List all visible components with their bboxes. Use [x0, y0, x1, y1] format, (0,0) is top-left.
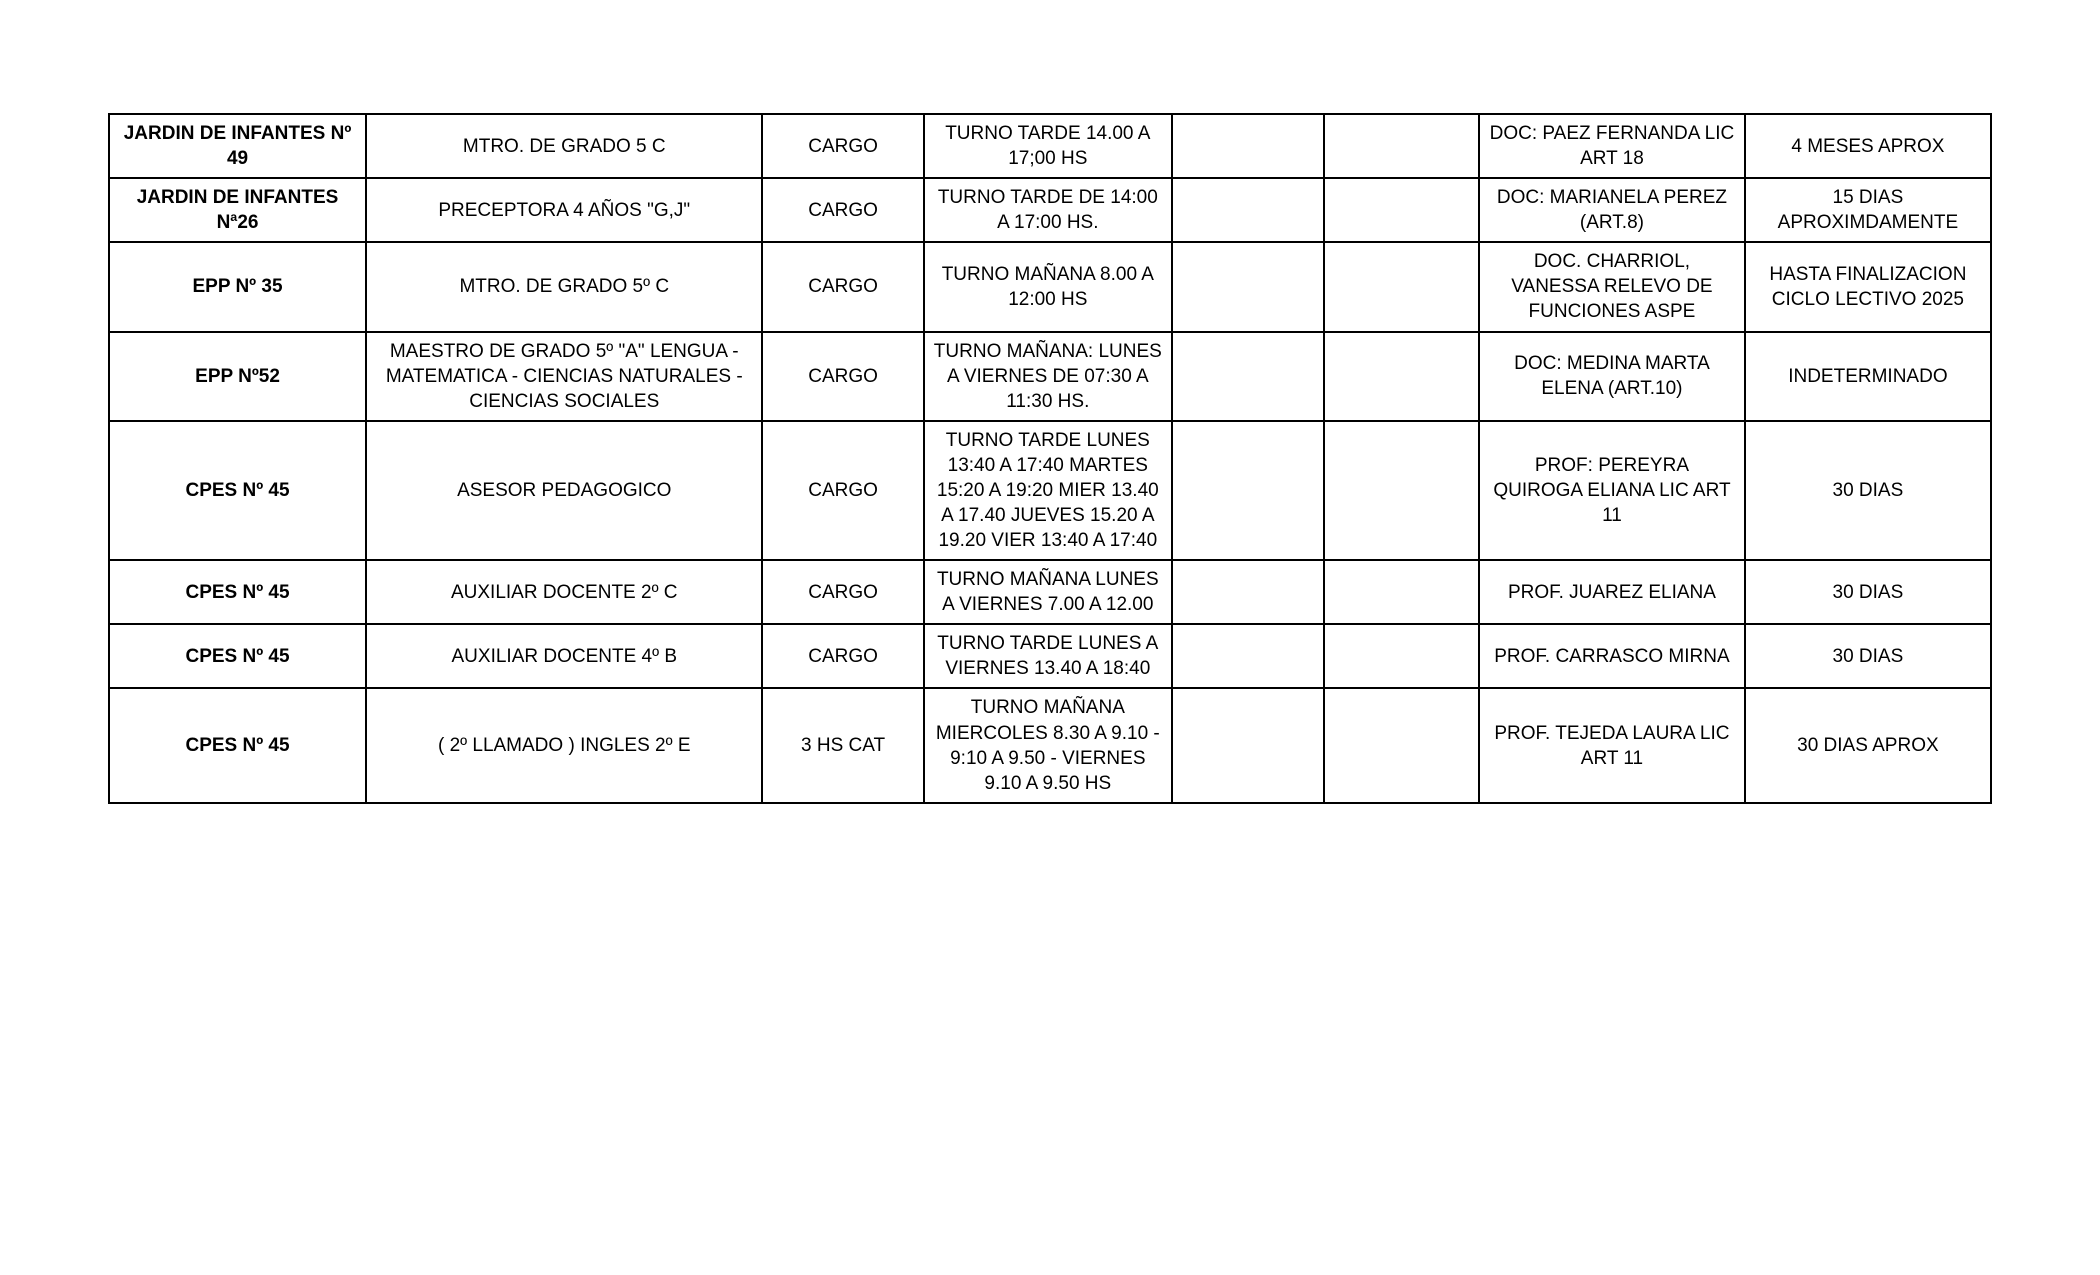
cell-school: CPES Nº 45	[109, 421, 366, 560]
table-row	[109, 688, 1991, 802]
cell-teacher: PROF: PEREYRA QUIROGA ELIANA LIC ART 11	[1479, 421, 1745, 560]
cell-blank-2	[1324, 421, 1479, 560]
cell-schedule: TURNO TARDE LUNES A VIERNES 13.40 A 18:40	[924, 624, 1172, 688]
cell-blank-1	[1172, 624, 1324, 688]
cell-teacher: DOC: MEDINA MARTA ELENA (ART.10)	[1479, 332, 1745, 421]
cell-blank-1	[1172, 688, 1324, 802]
cell-type: CARGO	[762, 242, 923, 331]
cell-blank-1	[1172, 332, 1324, 421]
cell-duration: HASTA FINALIZACION CICLO LECTIVO 2025	[1745, 242, 1991, 331]
cell-school: EPP Nº52	[109, 332, 366, 421]
cell-blank-1	[1172, 421, 1324, 560]
vacancy-table-container	[108, 113, 1992, 804]
cell-duration: INDETERMINADO	[1745, 332, 1991, 421]
cell-blank-2	[1324, 242, 1479, 331]
cell-teacher: PROF. TEJEDA LAURA LIC ART 11	[1479, 688, 1745, 802]
cell-blank-2	[1324, 332, 1479, 421]
cell-type: CARGO	[762, 178, 923, 242]
table-row	[109, 242, 1991, 331]
cell-duration: 30 DIAS APROX	[1745, 688, 1991, 802]
cell-blank-2	[1324, 688, 1479, 802]
cell-blank-2	[1324, 114, 1479, 178]
cell-blank-1	[1172, 114, 1324, 178]
cell-teacher: DOC. CHARRIOL, VANESSA RELEVO DE FUNCIONES ASPE	[1479, 242, 1745, 331]
table-row	[109, 332, 1991, 421]
cell-schedule: TURNO TARDE LUNES 13:40 A 17:40 MARTES 15:20 A 19:20 MIER 13.40 A 17.40 JUEVES 15.20 A 19.20 VIER 13:40 A 17:40	[924, 421, 1172, 560]
cell-school: JARDIN DE INFANTES Nº 49	[109, 114, 366, 178]
cell-school: CPES Nº 45	[109, 688, 366, 802]
cell-duration: 30 DIAS	[1745, 421, 1991, 560]
cell-position: MTRO. DE GRADO 5 C	[366, 114, 762, 178]
cell-school: CPES Nº 45	[109, 624, 366, 688]
table-row	[109, 421, 1991, 560]
cell-type: CARGO	[762, 332, 923, 421]
cell-duration: 30 DIAS	[1745, 560, 1991, 624]
cell-schedule: TURNO TARDE 14.00 A 17;00 HS	[924, 114, 1172, 178]
cell-schedule: TURNO MAÑANA: LUNES A VIERNES DE 07:30 A 11:30 HS.	[924, 332, 1172, 421]
table-row	[109, 624, 1991, 688]
cell-schedule: TURNO MAÑANA MIERCOLES 8.30 A 9.10 - 9:10 A 9.50 - VIERNES 9.10 A 9.50 HS	[924, 688, 1172, 802]
cell-duration: 30 DIAS	[1745, 624, 1991, 688]
cell-position: ( 2º LLAMADO ) INGLES 2º E	[366, 688, 762, 802]
table-row	[109, 560, 1991, 624]
cell-school: EPP Nº 35	[109, 242, 366, 331]
cell-teacher: PROF. CARRASCO MIRNA	[1479, 624, 1745, 688]
cell-blank-1	[1172, 178, 1324, 242]
cell-schedule: TURNO MAÑANA LUNES A VIERNES 7.00 A 12.00	[924, 560, 1172, 624]
table-row	[109, 178, 1991, 242]
cell-schedule: TURNO MAÑANA 8.00 A 12:00 HS	[924, 242, 1172, 331]
cell-position: MAESTRO DE GRADO 5º "A" LENGUA - MATEMATICA - CIENCIAS NATURALES - CIENCIAS SOCIALES	[366, 332, 762, 421]
cell-type: CARGO	[762, 421, 923, 560]
cell-teacher: DOC: PAEZ FERNANDA LIC ART 18	[1479, 114, 1745, 178]
cell-position: PRECEPTORA 4 AÑOS "G,J"	[366, 178, 762, 242]
cell-type: 3 HS CAT	[762, 688, 923, 802]
cell-position: AUXILIAR DOCENTE 2º C	[366, 560, 762, 624]
cell-type: CARGO	[762, 114, 923, 178]
cell-blank-2	[1324, 624, 1479, 688]
cell-position: MTRO. DE GRADO 5º C	[366, 242, 762, 331]
cell-teacher: PROF. JUAREZ ELIANA	[1479, 560, 1745, 624]
cell-school: JARDIN DE INFANTES Nª26	[109, 178, 366, 242]
table-row	[109, 114, 1991, 178]
cell-type: CARGO	[762, 624, 923, 688]
cell-blank-2	[1324, 560, 1479, 624]
cell-position: AUXILIAR DOCENTE 4º B	[366, 624, 762, 688]
cell-type: CARGO	[762, 560, 923, 624]
cell-blank-1	[1172, 242, 1324, 331]
cell-duration: 4 MESES APROX	[1745, 114, 1991, 178]
cell-blank-2	[1324, 178, 1479, 242]
cell-schedule: TURNO TARDE DE 14:00 A 17:00 HS.	[924, 178, 1172, 242]
cell-school: CPES Nº 45	[109, 560, 366, 624]
cell-position: ASESOR PEDAGOGICO	[366, 421, 762, 560]
cell-blank-1	[1172, 560, 1324, 624]
vacancy-table	[108, 113, 1992, 804]
cell-duration: 15 DIAS APROXIMDAMENTE	[1745, 178, 1991, 242]
vacancy-table-body	[109, 114, 1991, 803]
cell-teacher: DOC: MARIANELA PEREZ (ART.8)	[1479, 178, 1745, 242]
